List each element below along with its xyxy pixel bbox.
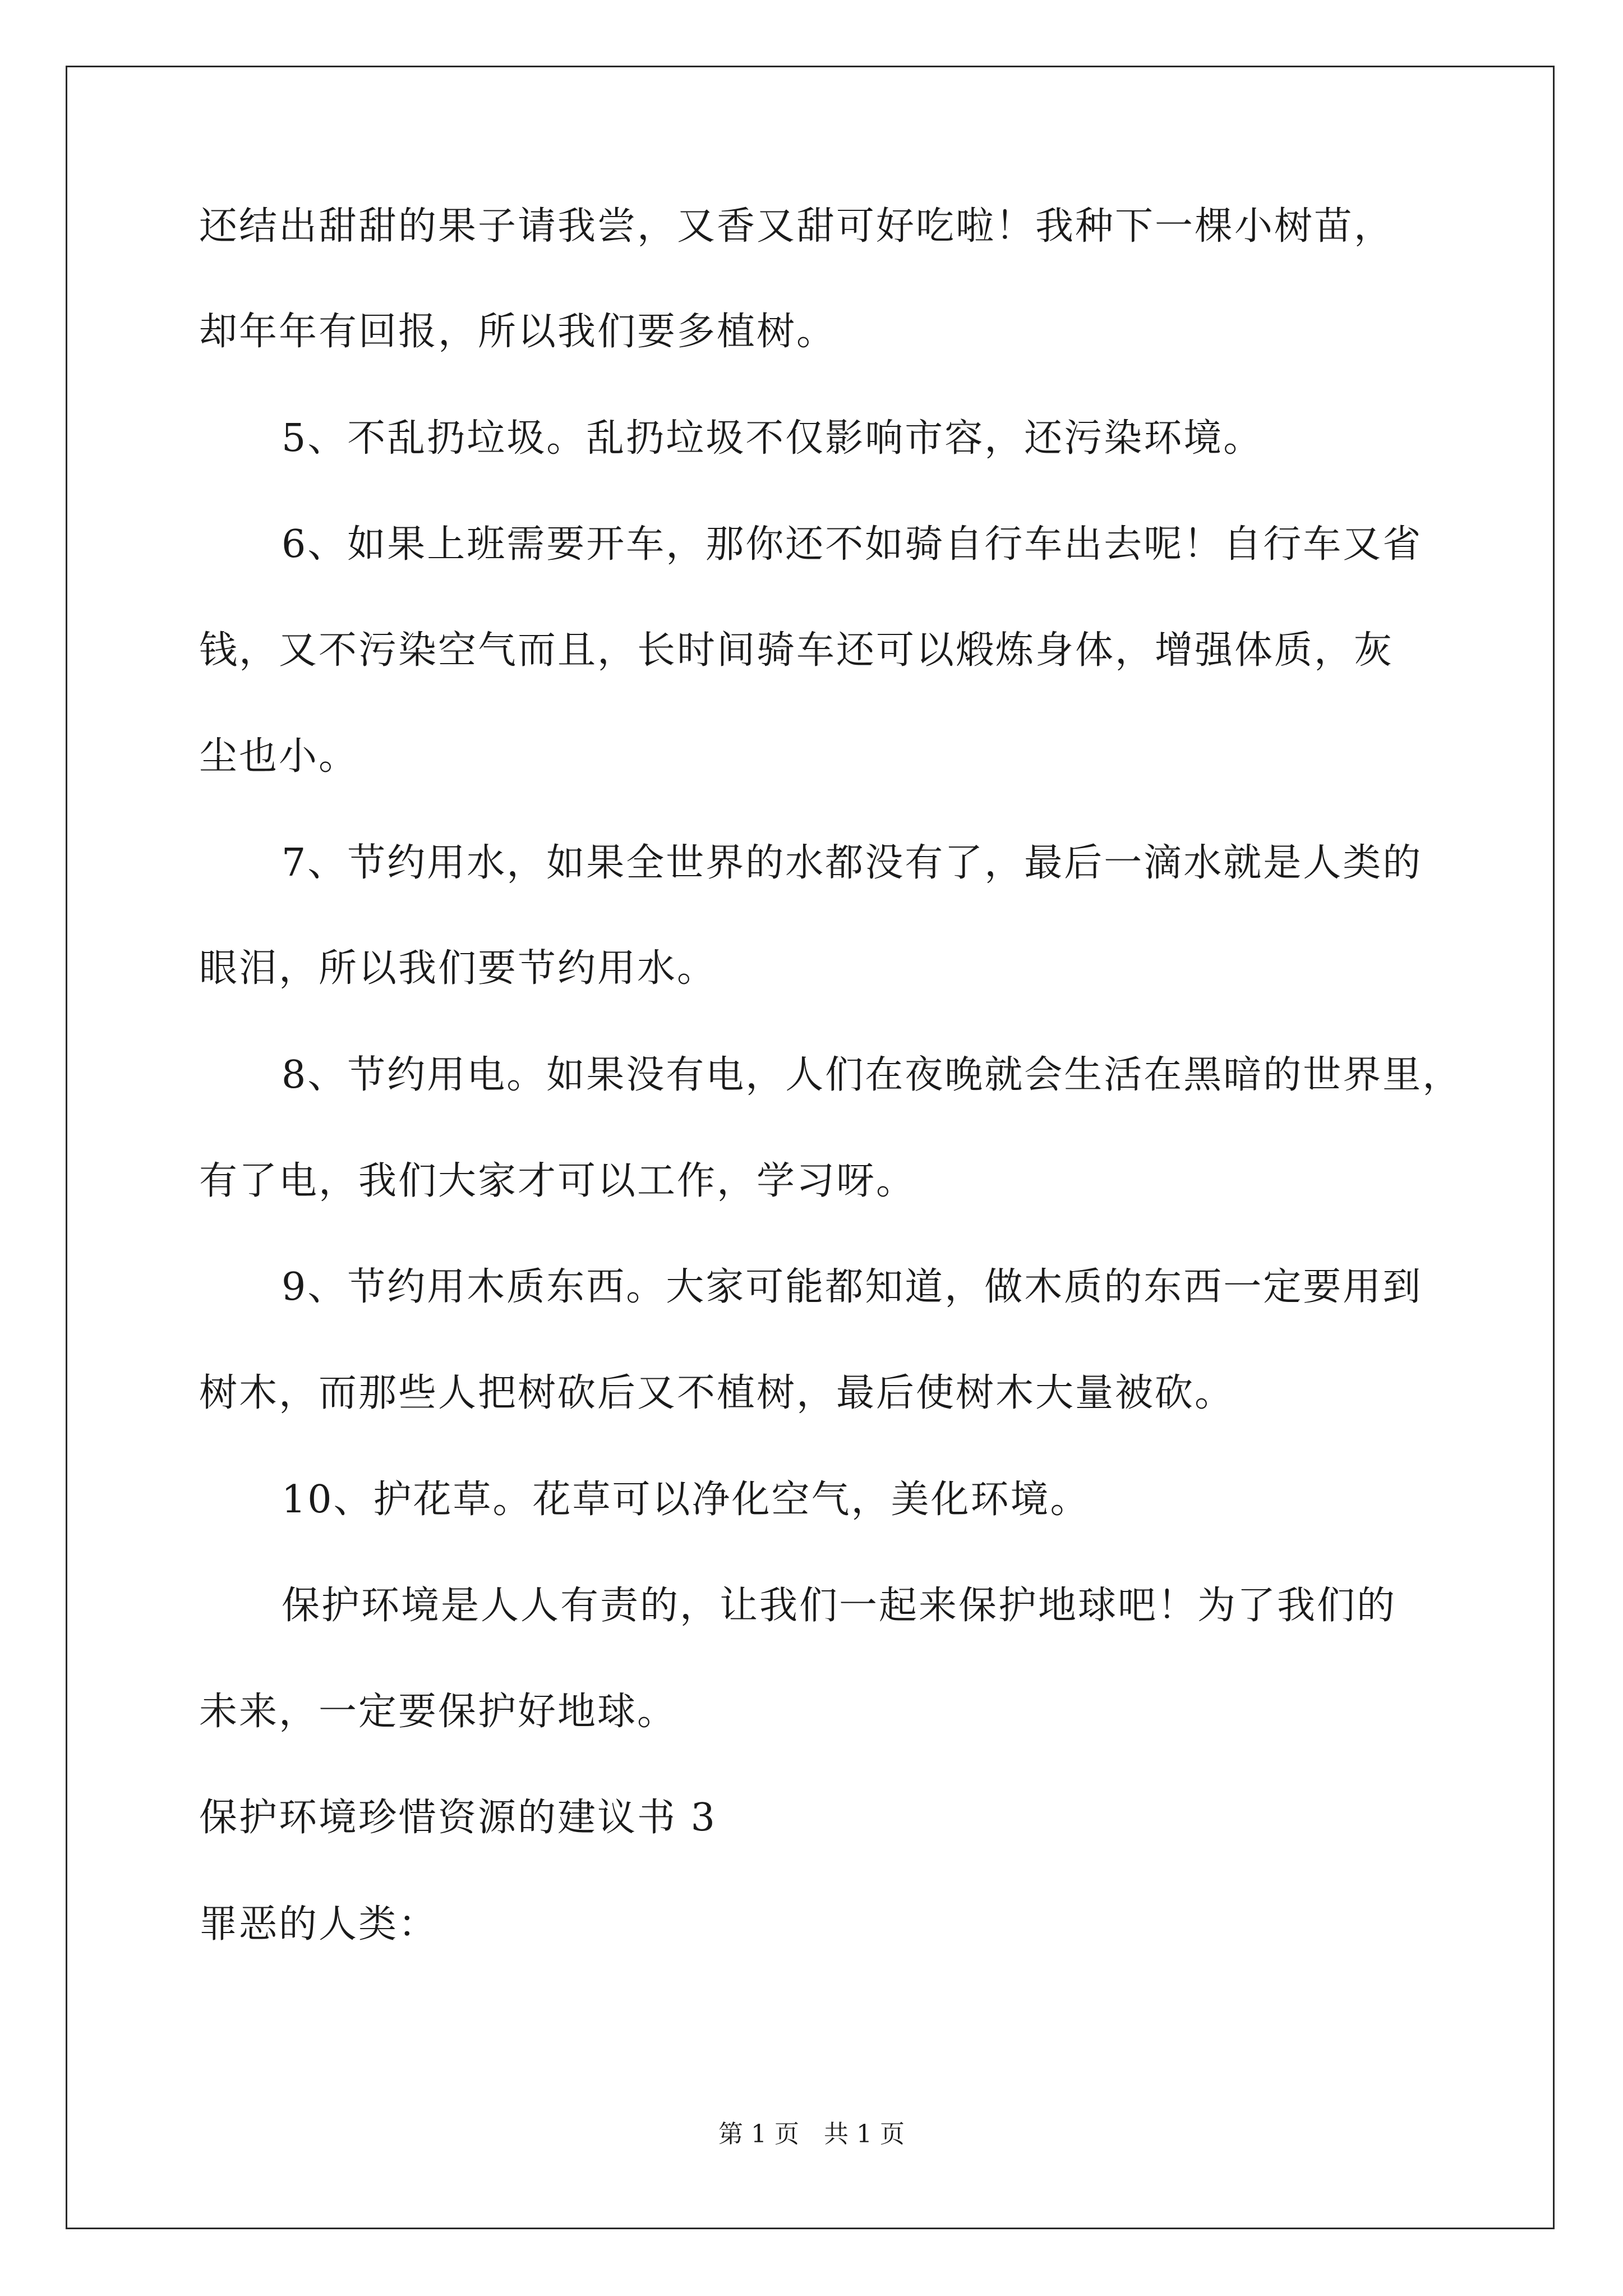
paragraph-line: 树木，而那些人把树砍后又不植树，最后使树木大量被砍。 (199, 1371, 1235, 1415)
list-item-8: 8、节约用电。如果没有电，人们在夜晚就会生活在黑暗的世界里， (282, 1053, 1463, 1097)
list-item-7: 7、节约用水，如果全世界的水都没有了，最后一滴水就是人类的 (282, 841, 1423, 885)
list-item-9: 9、节约用木质东西。大家可能都知道，做木质的东西一定要用到 (282, 1265, 1423, 1309)
closing-paragraph: 保护环境是人人有责的，让我们一起来保护地球吧！为了我们的 (282, 1584, 1397, 1628)
paragraph-line: 还结出甜甜的果子请我尝，又香又甜可好吃啦！我种下一棵小树苗， (199, 204, 1394, 249)
list-item-6: 6、如果上班需要开车，那你还不如骑自行车出去呢！自行车又省 (282, 522, 1423, 567)
list-item-10: 10、护花草。花草可以净化空气，美化环境。 (282, 1478, 1090, 1522)
paragraph-line: 却年年有回报，所以我们要多植树。 (199, 310, 837, 354)
list-item-5: 5、不乱扔垃圾。乱扔垃圾不仅影响市容，还污染环境。 (282, 416, 1264, 461)
salutation: 罪恶的人类： (199, 1902, 439, 1947)
paragraph-line: 有了电，我们大家才可以工作，学习呀。 (199, 1159, 916, 1203)
section-title: 保护环境珍惜资源的建议书 3 (199, 1796, 717, 1840)
paragraph-line: 眼泪，所以我们要节约用水。 (199, 946, 717, 991)
paragraph-line: 未来，一定要保护好地球。 (199, 1690, 677, 1734)
paragraph-line: 钱，又不污染空气而且，长时间骑车还可以煅炼身体，增强体质，灰 (199, 628, 1394, 673)
page-number-footer: 第 1 页 共 1 页 (718, 2120, 905, 2148)
paragraph-line: 尘也小。 (199, 734, 359, 779)
